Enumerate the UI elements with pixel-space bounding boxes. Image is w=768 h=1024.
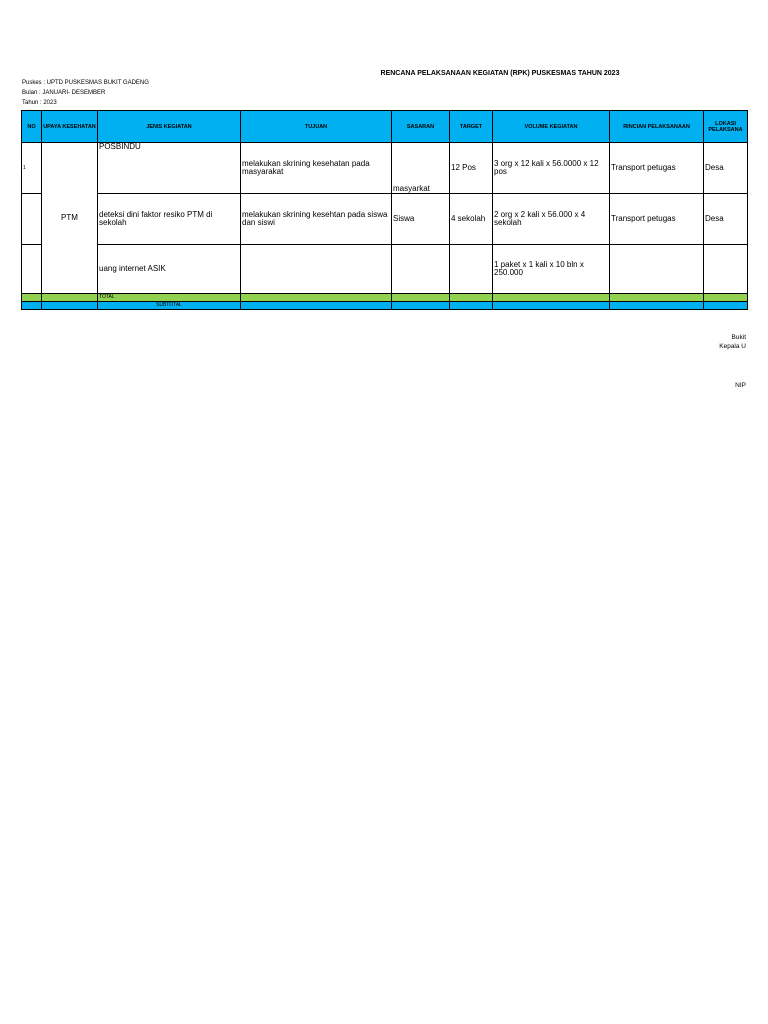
rpk-table xyxy=(21,110,748,310)
cell-jenis: deteksi dini faktor resiko PTM di sekolah xyxy=(98,194,241,245)
signature-place: Bukit xyxy=(731,334,746,341)
cell-sasaran xyxy=(392,245,450,294)
cell-sasaran: Siswa xyxy=(392,194,450,245)
subtotal-row xyxy=(22,302,748,310)
cell-jenis: POSBINDU xyxy=(98,143,241,194)
cell-volume: 2 org x 2 kali x 56.000 x 4 sekolah xyxy=(493,194,610,245)
cell-tujuan: melakukan skrining kesehatan pada masyarakat xyxy=(241,143,392,194)
cell-lokasi: Desa xyxy=(704,143,748,194)
signature-nip: NIP xyxy=(735,382,746,389)
cell-lokasi: Desa xyxy=(704,194,748,245)
col-header-upaya: UPAYA KESEHATAN xyxy=(42,111,98,143)
col-header-no: NO xyxy=(22,111,42,143)
tahun-info: Tahun : 2023 xyxy=(22,100,57,106)
cell-no xyxy=(22,194,42,245)
table-row xyxy=(22,143,748,194)
cell-no xyxy=(22,245,42,294)
col-header-rincian: RINCIAN PELAKSANAAN xyxy=(610,111,704,143)
cell-target: 12 Pos xyxy=(450,143,493,194)
puskes-info: Puskes : UPTD PUSKESMAS BUKIT GADENG xyxy=(22,80,149,86)
cell-jenis: uang internet ASIK xyxy=(98,245,241,294)
col-header-sasaran: SASARAN xyxy=(392,111,450,143)
cell-volume: 1 paket x 1 kali x 10 bln x 250.000 xyxy=(493,245,610,294)
cell-no: 1 xyxy=(22,143,42,194)
signature-title: Kepala U xyxy=(719,343,746,350)
cell-target xyxy=(450,245,493,294)
table-row xyxy=(22,194,748,245)
cell-volume: 3 org x 12 kali x 56.0000 x 12 pos xyxy=(493,143,610,194)
cell-sasaran: masyarkat xyxy=(392,143,450,194)
table-header-row xyxy=(22,111,748,143)
cell-tujuan: melakukan skrining kesehtan pada siswa dan siswi xyxy=(241,194,392,245)
cell-tujuan xyxy=(241,245,392,294)
bulan-info: Bulan : JANUARI- DESEMBER xyxy=(22,90,106,96)
subtotal-label: SUBTOTAL xyxy=(98,302,241,310)
table-row xyxy=(22,245,748,294)
cell-upaya: PTM xyxy=(42,143,98,294)
cell-rincian xyxy=(610,245,704,294)
col-header-lokasi: LOKASI PELAKSANA xyxy=(704,111,748,143)
col-header-tujuan: TUJUAN xyxy=(241,111,392,143)
cell-rincian: Transport petugas xyxy=(610,194,704,245)
total-label: TOTAL xyxy=(98,294,241,302)
col-header-volume: VOLUME KEGIATAN xyxy=(493,111,610,143)
col-header-jenis: JENIS KEGIATAN xyxy=(98,111,241,143)
cell-rincian: Transport petugas xyxy=(610,143,704,194)
cell-lokasi xyxy=(704,245,748,294)
cell-target: 4 sekolah xyxy=(450,194,493,245)
col-header-target: TARGET xyxy=(450,111,493,143)
total-row xyxy=(22,294,748,302)
document-title: RENCANA PELAKSANAAN KEGIATAN (RPK) PUSKESMAS TAHUN 2023 xyxy=(380,70,620,77)
